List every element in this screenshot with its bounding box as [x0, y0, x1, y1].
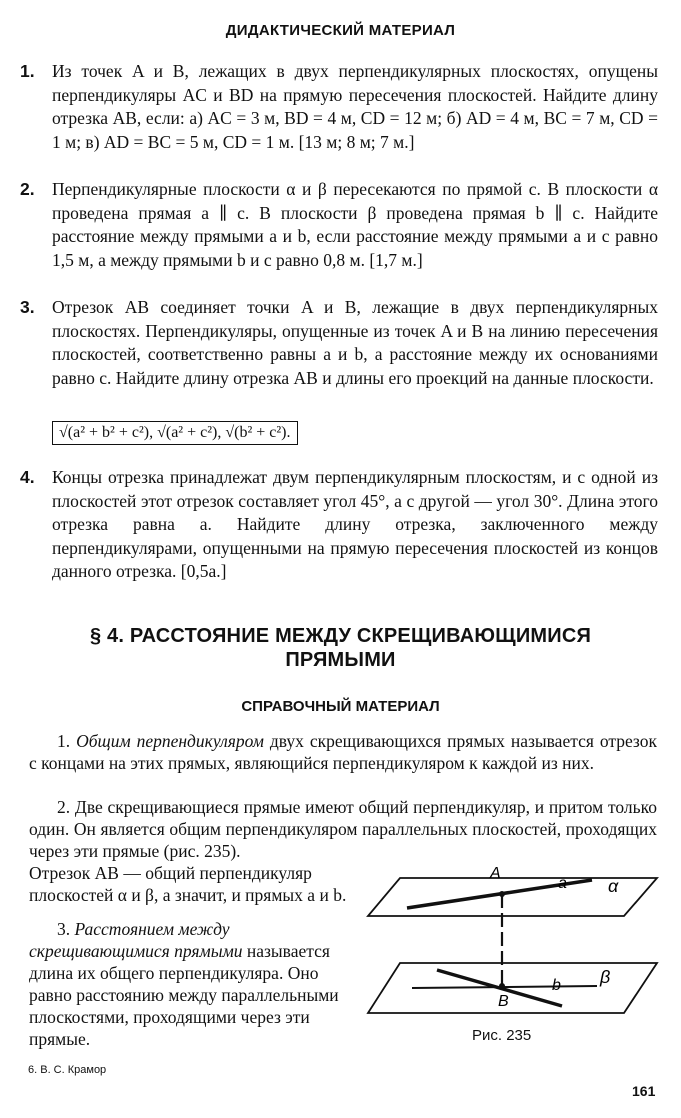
label-alpha: α	[608, 876, 619, 896]
term-common-perpendicular: Общим перпендикуляром	[76, 731, 264, 751]
point-A	[499, 891, 505, 897]
section-title-line-1: § 4. РАССТОЯНИЕ МЕЖДУ СКРЕЩИВАЮЩИМИСЯ	[89, 625, 592, 647]
problem-text: Отрезок AB соединяет точки A и B, лежащие в двух перпендикулярных плоскостях. Перпендикуляры, опущенные из точек A и B на линию пересечения плоскостей, соответственно равны a и b, а расстояние между их основаниями равно c. Найдите длину отрезка AB и длины его проекций на данные плоскости.	[52, 297, 658, 388]
figure-235	[362, 858, 667, 1018]
reference-paragraph-1	[29, 730, 657, 774]
page-number: 161	[632, 1083, 656, 1099]
answer-box: √(a² + b² + c²), √(a² + c²), √(b² + c²).	[52, 421, 298, 445]
problem-text: Из точек A и B, лежащих в двух перпендикулярных плоскостях, опущены перпендикуляры AC и BD на прямую пересечения плоскостей. Найдите длину отрезка AB, если: а) AC = 3 м, BD = 4 м, CD = 12 м; б) AD = 4 м, BC = 7 м, CD = 1 м; в) AD = BC = 5 м, CD = 1 м. [13 м; 8 м; 7 м.]	[52, 61, 658, 152]
reference-paragraph-2b: Отрезок AB — общий перпендикуляр плоскостей α и β, а значит, и прямых a и b.	[29, 863, 347, 905]
paragraph-text: называется длина их общего перпендикуляра. Оно равно расстоянию между параллельными плоскостями, проходящими через эти прямые.	[29, 941, 339, 1049]
footer-author: 6. В. С. Крамор	[28, 1064, 107, 1076]
figure-caption: Рис. 235	[472, 1027, 532, 1044]
reference-material-heading: СПРАВОЧНЫЙ МАТЕРИАЛ	[241, 698, 440, 715]
label-beta: β	[600, 967, 611, 987]
term-distance-between-skew-lines: Расстоянием между скрещивающимися прямыми	[29, 919, 243, 961]
problem-number: 3.	[20, 297, 35, 317]
problem-number: 2.	[20, 179, 35, 199]
label-A: A	[490, 865, 501, 882]
label-a: a	[558, 875, 567, 892]
paragraph-number: 3.	[57, 919, 71, 939]
problem-number: 4.	[20, 467, 35, 487]
plane-beta	[368, 963, 657, 1013]
section-title	[0, 624, 681, 672]
problem-text: Концы отрезка принадлежат двум перпендикулярным плоскостям, и с одной из плоскостей этот отрезок составляет угол 45°, а с другой — угол 30°. Длина этого отрезка равна a. Найдите длину отрезка, заключенного между перпендикулярами, опущенными на прямую пересечения плоскостей из концов данного отрезка. [0,5a.]	[52, 467, 658, 581]
reference-paragraph-3	[29, 918, 349, 1050]
reference-paragraph-2: 2. Две скрещивающиеся прямые имеют общий перпендикуляр, и притом только один. Он является общим перпендикуляром параллельных плоскостей, проходящих через эти прямые (рис. 235).	[29, 797, 657, 861]
problem-3-answer	[52, 421, 298, 445]
didactic-material-heading: ДИДАКТИЧЕСКИЙ МАТЕРИАЛ	[225, 22, 456, 39]
problem-text: Перпендикулярные плоскости α и β пересекаются по прямой c. В плоскости α проведена прямая a ∥ c. В плоскости β проведена прямая b ∥ c. Найдите расстояние между прямыми a и b, если расстояние между прямыми a и c равно 1,5 м, а между прямыми b и c равно 0,8 м. [1,7 м.]	[52, 179, 658, 270]
label-B: B	[498, 993, 509, 1010]
point-B	[499, 983, 505, 989]
paragraph-text: двух скрещивающихся прямых называется отрезок с концами на этих прямых, являющийся перпендикуляром к каждой из них.	[29, 731, 657, 773]
problem-number: 1.	[20, 61, 35, 81]
label-b: b	[552, 977, 561, 994]
section-title-line-2: ПРЯМЫМИ	[285, 649, 396, 671]
paragraph-number: 1.	[57, 731, 71, 751]
